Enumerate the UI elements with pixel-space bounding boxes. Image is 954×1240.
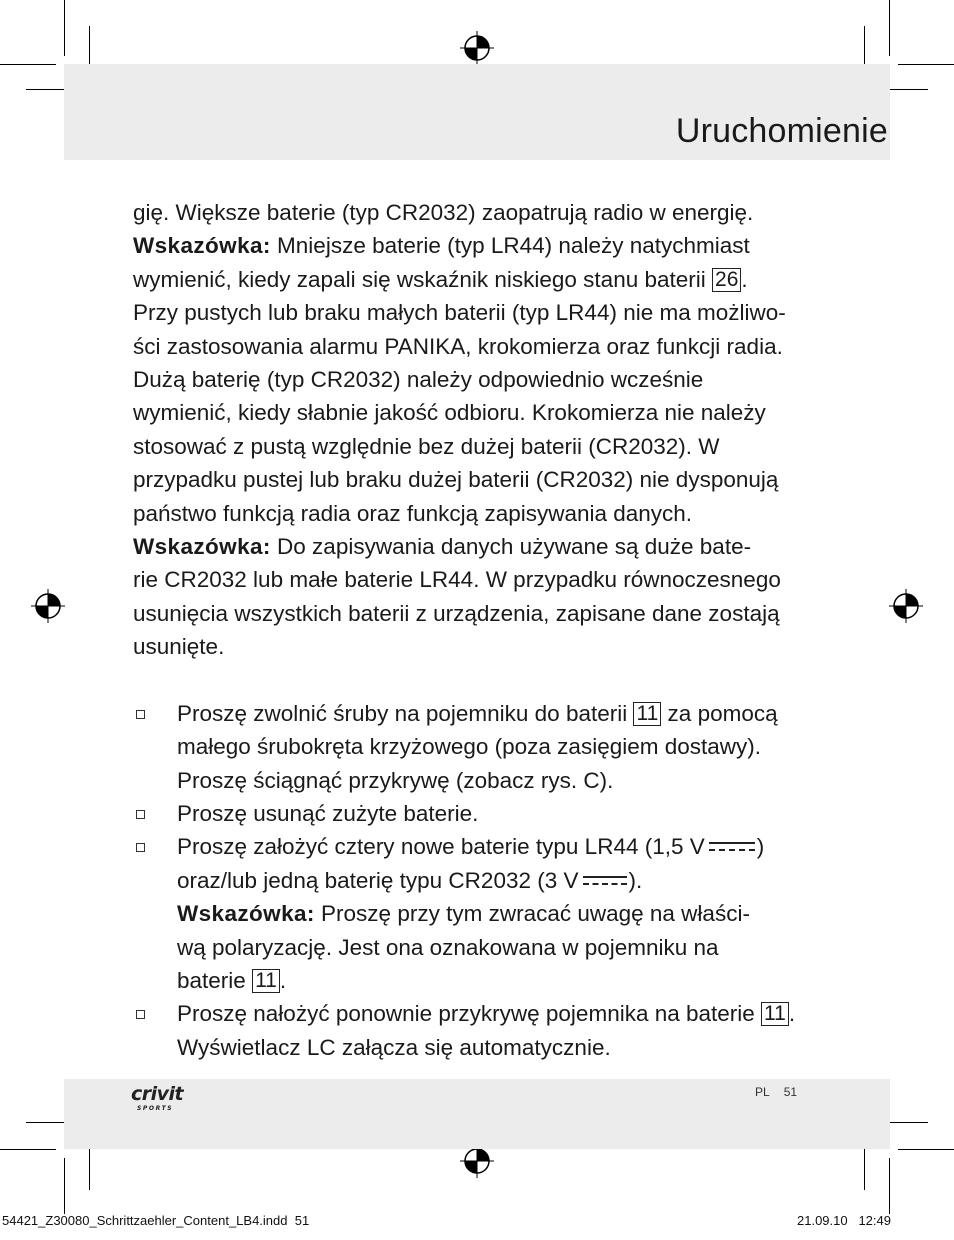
list-item [133,830,833,997]
text-line: wymienić, kiedy słabnie jakość odbioru. Krokomierza nie należy [133,400,766,426]
brand-tagline: SPORTS [137,1105,174,1112]
text-line [133,229,833,262]
crop-mark [889,1158,890,1214]
text-line: przypadku pustej lub braku dużej baterii (CR2032) nie dysponują [133,467,779,493]
text-line [177,964,833,997]
text-line: Proszę usunąć zużyte baterie. [177,800,479,826]
text-line [133,530,833,563]
slug-file [2,1213,309,1228]
checkbox-bullet-icon [136,710,145,719]
main-content [133,196,833,1064]
text-line [177,897,833,930]
figure-reference: 11 [633,702,661,726]
text-line [177,997,833,1030]
crop-mark [898,1149,954,1150]
crop-mark [864,1142,865,1190]
dc-symbol-icon [709,839,755,853]
text-line: rie CR2032 lub małe baterie LR44. W przypadku równoczesnego [133,567,781,593]
note-label: Wskazówka: [177,901,315,927]
registration-mark-icon [460,1144,494,1178]
brand-name: crivit [131,1083,184,1105]
crop-mark [0,1149,56,1150]
text-fragment: za pomocą [661,700,778,726]
slug-page: 51 [294,1213,310,1228]
crop-mark [889,0,890,56]
text-line: państwo funkcją radia oraz funkcją zapisywania danych. [133,500,693,526]
text-line: Wyświetlacz LC załącza się automatycznie. [177,1034,611,1060]
list-item [133,697,833,797]
crop-mark [64,0,65,56]
checkbox-bullet-icon [136,1010,145,1019]
checkbox-bullet-icon [136,843,145,852]
page-reference [755,1085,811,1099]
list-item [133,997,833,1064]
note-label: Wskazówka: [133,534,271,560]
step-list [133,697,833,1064]
text-line: Proszę ściągnąć przykrywę (zobacz rys. C). [177,767,614,793]
text-fragment: . [741,266,748,292]
text-fragment: oraz/lub jedną baterię typu CR2032 (3 V [177,867,579,893]
crop-mark [64,1158,65,1214]
slug-timestamp [797,1213,891,1228]
text-fragment: Proszę założyć cztery nowe baterie typu LR44 (1,5 V [177,834,705,860]
text-fragment: Proszę przy tym zwracać uwagę na właści- [314,901,750,927]
text-line [177,697,833,730]
slug-filename: 54421_Z30080_Schrittzaehler_Content_LB4.indd [2,1213,288,1228]
language-code: PL [755,1085,770,1099]
brand-logo [131,1084,197,1118]
dc-symbol-icon [583,873,627,887]
text-fragment: ) [756,834,765,860]
text-line: ści zastosowania alarmu PANIKA, krokomierza oraz funkcji radia. [133,333,783,359]
text-line [133,263,833,296]
text-fragment: baterie [177,967,253,993]
slug-date: 21.09.10 [797,1213,848,1228]
text-fragment: wymienić, kiedy zapali się wskaźnik niskiego stanu baterii [133,266,713,292]
text-fragment: Do zapisywania danych używane są duże bate- [270,534,752,560]
text-fragment: ). [628,867,643,893]
text-line: małego śrubokręta krzyżowego (poza zasięgiem dostawy). [177,734,762,760]
text-line: Dużą baterię (typ CR2032) należy odpowiednio wcześnie [133,367,704,393]
text-fragment: . [279,967,287,993]
paragraph-batteries [133,196,833,530]
checkbox-bullet-icon [136,810,145,819]
note-label: Wskazówka: [133,233,271,259]
registration-mark-icon [889,589,923,623]
registration-mark-icon [31,589,65,623]
text-fragment: Mniejsze baterie (typ LR44) należy natychmiast [270,233,750,259]
text-line: Przy pustych lub braku małych baterii (typ LR44) nie ma możliwo- [133,300,786,326]
text-line: stosować z pustą względnie bez dużej baterii (CR2032). W [133,433,720,459]
list-item [133,797,833,830]
crop-mark [0,64,56,65]
registration-mark-icon [460,31,494,65]
paragraph-data-storage [133,530,833,664]
text-line: usunięte. [133,634,225,660]
crop-mark [89,1142,90,1190]
crop-mark [898,64,954,65]
page-title: Uruchomienie [675,112,888,150]
page-number: 51 [783,1085,798,1099]
text-line: gię. Większe baterie (typ CR2032) zaopatrują radio w energię. [133,200,754,225]
text-fragment: Proszę zwolnić śruby na pojemniku do baterii [177,700,634,726]
figure-reference: 11 [252,969,280,993]
slug-time: 12:49 [858,1213,891,1228]
text-fragment: Proszę nałożyć ponownie przykrywę pojemnika na baterie [177,1001,762,1027]
figure-reference: 26 [712,268,741,292]
text-line: usunięcia wszystkich baterii z urządzenia, zapisane dane zostają [133,600,780,626]
figure-reference: 11 [761,1002,789,1026]
text-line: wą polaryzację. Jest ona oznakowana w pojemniku na [177,934,719,960]
text-fragment: . [788,1001,796,1027]
text-line [177,830,833,863]
text-line [177,864,833,897]
